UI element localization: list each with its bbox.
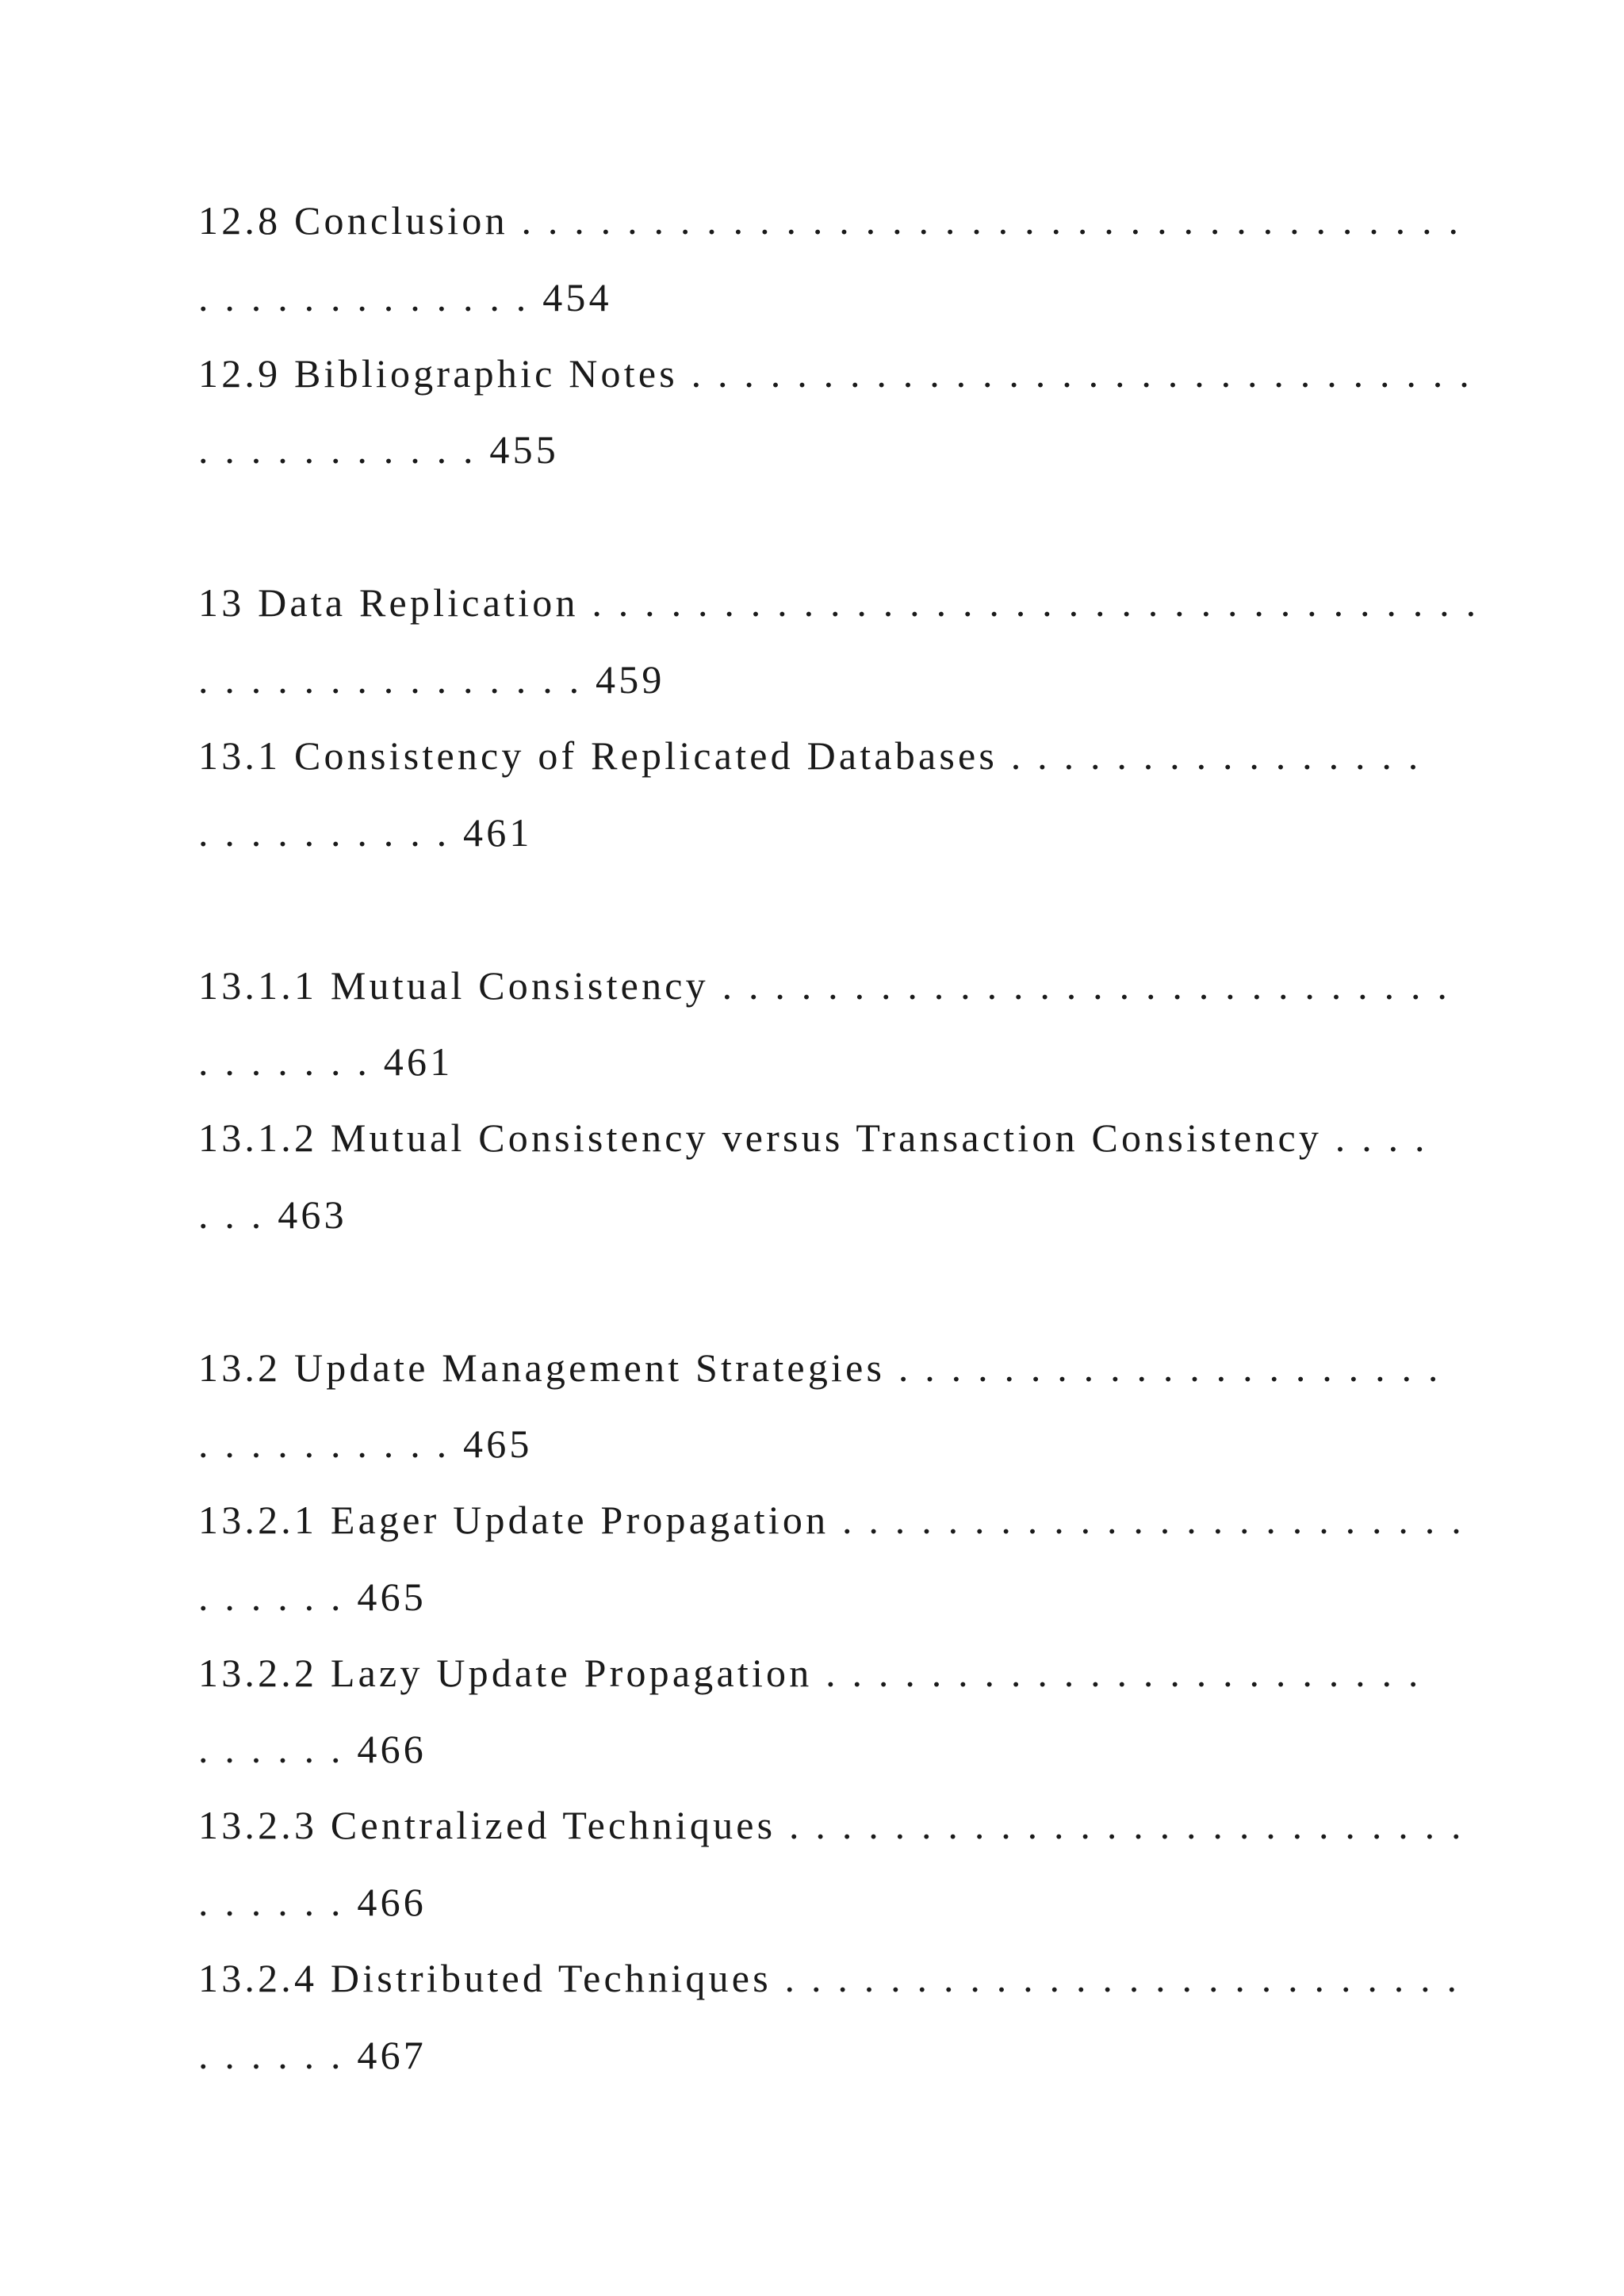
toc-entry-13-2-title: 13.2 Update Management Strategies . . . . . . . . . . . . . . . . . . . . . [198,1345,1442,1390]
toc-entry-13-1-title: 13.1 Consistency of Replicated Databases . . . . . . . . . . . . . . . . [198,733,1422,778]
toc-entry-13-1-1-title: 13.1.1 Mutual Consistency . . . . . . . . . . . . . . . . . . . . . . . . . . . . [198,963,1451,1008]
toc-entry-13-2-2-page: . . . . . . 466 [198,1727,427,1771]
toc-entry-12-9-page: . . . . . . . . . . . 455 [198,427,559,472]
toc-entry-12-8-page: . . . . . . . . . . . . . 454 [198,275,612,320]
toc-entry-13-2-4-page: . . . . . . 467 [198,2033,427,2077]
toc-entry-13-2-1-title: 13.2.1 Eager Update Propagation . . . . . . . . . . . . . . . . . . . . . . . . [198,1498,1465,1542]
toc-entry-12-8-title: 12.8 Conclusion . . . . . . . . . . . . . . . . . . . . . . . . . . . . . . . . . . . . [198,198,1462,243]
toc-entry-13-2-3-page: . . . . . . 466 [198,1880,427,1924]
toc-entry-13-2-3-title: 13.2.3 Centralized Techniques . . . . . . . . . . . . . . . . . . . . . . . . . . [198,1803,1465,1847]
toc-entry-13-1-2-page: . . . 463 [198,1192,347,1237]
toc-entry-13-page: . . . . . . . . . . . . . . . 459 [198,657,665,702]
toc-entry-13-2-2-title: 13.2.2 Lazy Update Propagation . . . . . . . . . . . . . . . . . . . . . . . [198,1651,1422,1695]
toc-entry-13-title: 13 Data Replication . . . . . . . . . . . . . . . . . . . . . . . . . . . . . . . . . . [198,580,1480,625]
toc-entry-13-2-4-title: 13.2.4 Distributed Techniques . . . . . . . . . . . . . . . . . . . . . . . . . . [198,1956,1461,2000]
toc-entry-13-2-1-page: . . . . . . 465 [198,1575,427,1619]
toc-entry-13-2-page: . . . . . . . . . . 465 [198,1422,533,1466]
toc-entry-12-9-title: 12.9 Bibliographic Notes . . . . . . . . . . . . . . . . . . . . . . . . . . . . . . [198,351,1473,396]
toc-entry-13-1-2-title: 13.1.2 Mutual Consistency versus Transaction Consistency . . . . [198,1115,1428,1160]
toc-entry-13-1-page: . . . . . . . . . . 461 [198,810,533,855]
toc-entry-13-1-1-page: . . . . . . . 461 [198,1039,454,1084]
